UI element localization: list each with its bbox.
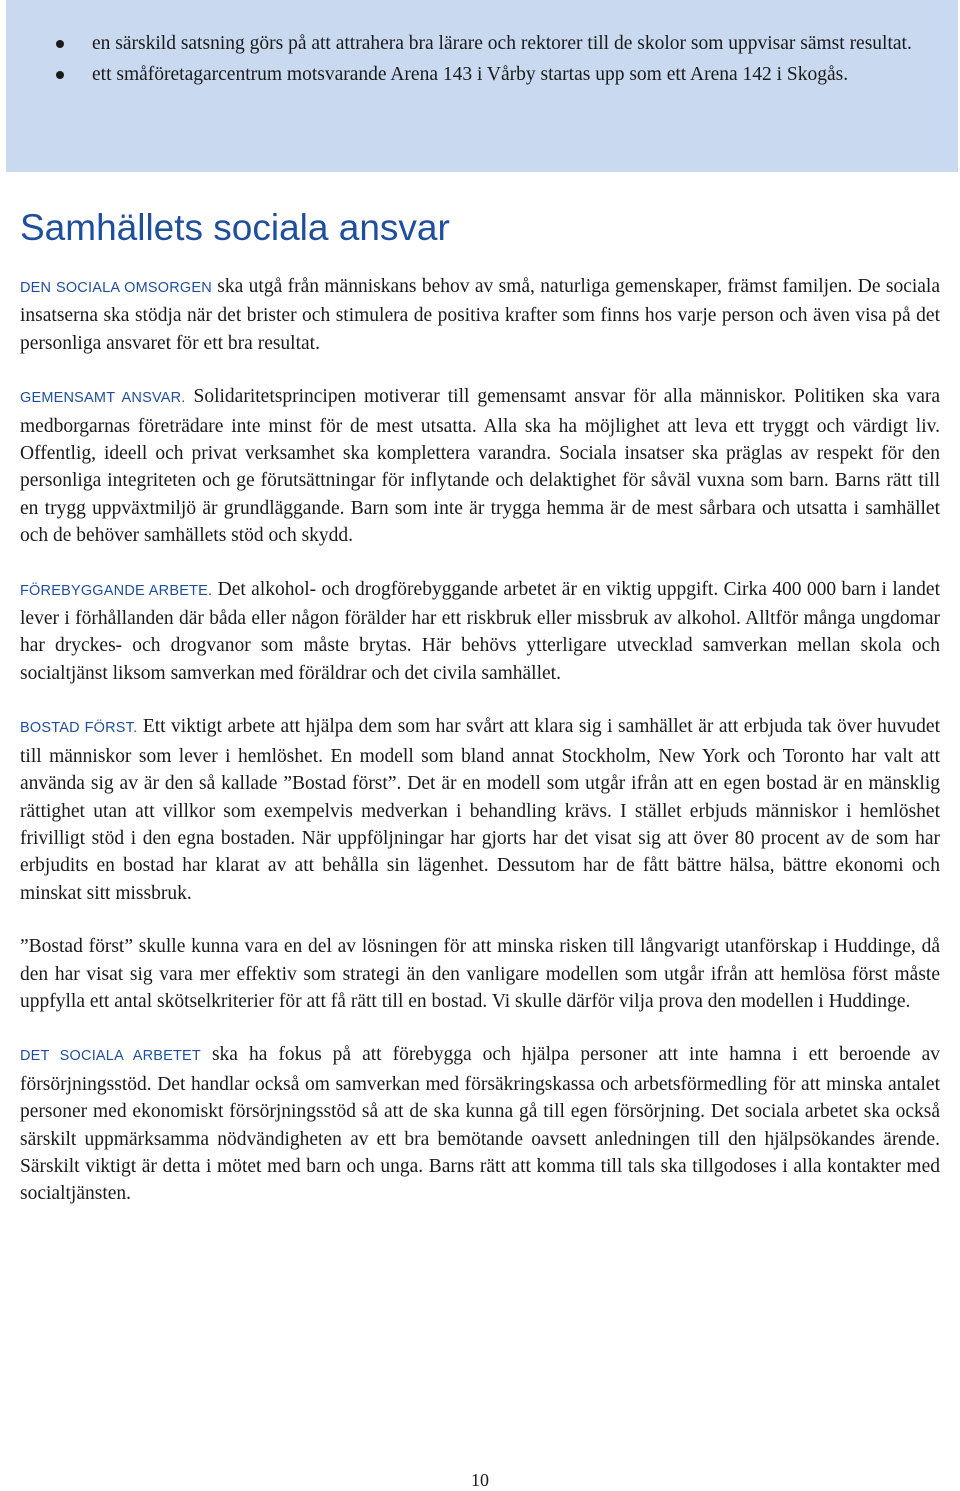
page-number: 10	[471, 1470, 489, 1490]
bullet-list	[6, 0, 958, 88]
paragraph-social-work	[20, 1041, 940, 1207]
bullet-icon	[56, 40, 64, 48]
paragraph-text: Solidaritetsprincipen motiverar till gemensamt ansvar för alla människor. Politiken ska vara medborgarnas företrädare inte minst för de mest utsatta. Alla ska ha möjlighet att leva ett tryggt och värdigt liv. Offentlig, ideell och privat verksamhet ska komplettera varandra. Sociala insatser ska präglas av respekt för den personliga integriteten och ge förutsättningar för inflytande och delaktighet för såväl vuxna som barn. Barns rätt till en trygg uppväxtmiljö är grundläggande. Barn som inte är trygga hemma är de mest sårbara och utsatta i samhället och de behöver samhällets stöd och skydd.	[20, 386, 940, 547]
paragraph-lead: BOSTAD FÖRST.	[20, 720, 138, 737]
paragraph-text: Det alkohol- och drogförebyggande arbetet är en viktig uppgift. Cirka 400 000 barn i landet lever i förhållanden där båda eller någon förälder har ett riskbruk eller missbruk av alkohol. Alltför många ungdomar har dryckes- och drogvanor som måste brytas. Här behövs ytterligare utvecklad samverkan mellan skola och socialtjänst liksom samverkan med föräldrar och det civila samhället.	[20, 578, 940, 684]
paragraph-lead: GEMENSAMT ANSVAR.	[20, 390, 186, 407]
list-item	[6, 30, 942, 57]
paragraph-social-care	[20, 273, 940, 357]
main-content	[20, 205, 940, 1234]
list-item	[6, 61, 942, 88]
paragraph-housing-first-huddinge	[20, 933, 940, 1015]
bullet-icon	[56, 71, 64, 79]
paragraph-text: ska utgå från människans behov av små, naturliga gemenskaper, främst familjen. De sociala insatserna ska stödja när det brister och stimulera de positiva krafter som finns hos varje person och även visa på det personliga ansvaret för ett bra resultat.	[20, 276, 940, 354]
paragraph-lead: DET SOCIALA ARBETET	[20, 1048, 201, 1065]
paragraph-prevention	[20, 576, 940, 688]
list-item-text: en särskild satsning görs på att attrahera bra lärare och rektorer till de skolor som uppvisar sämst resultat.	[92, 33, 912, 54]
paragraph-text: ska ha fokus på att förebygga och hjälpa personer att inte hamna i ett beroende av försörjningsstöd. Det handlar också om samverkan med försäkringskassa och arbetsförmedling för att minska antalet personer med ekonomiskt försörjningsstöd så att de ska kunna gå till egen försörjning. Det sociala arbetet ska också särskilt uppmärksamma nödvändigheten av ett bra bemötande oavsett anledningen till den hjälpsökandes ärende. Särskilt viktigt är detta i mötet med barn och unga. Barns rätt att komma till tals ska tillgodoses i alla kontakter med socialtjänsten.	[20, 1044, 940, 1205]
paragraph-lead: DEN SOCIALA OMSORGEN	[20, 280, 212, 296]
section-title: Samhällets sociala ansvar	[20, 207, 450, 248]
list-item-text: ett småföretagarcentrum motsvarande Arena 143 i Vårby startas upp som ett Arena 142 i Skogås.	[92, 64, 849, 85]
paragraph-lead: FÖREBYGGANDE ARBETE.	[20, 582, 213, 599]
paragraph-shared-responsibility	[20, 383, 940, 549]
paragraph-housing-first	[20, 713, 940, 907]
paragraph-text: Ett viktigt arbete att hjälpa dem som har svårt att klara sig i samhället är att erbjuda tak över huvudet till människor som lever i hemlöshet. En modell som bland annat Stockholm, New York och Toronto har valt att använda sig av är den så kallade ”Bostad först”. Det är en modell som utgår ifrån att en egen bostad är en mänsklig rättighet utan att villkor som exempelvis medverkan i behandling krävs. I stället erbjuds människor i hemlöshet frivilligt stöd i den egna bostaden. När uppföljningar har gjorts har det visat sig att över 80 procent av de som har erbjudits en bostad har klarat av att behålla sin lägenhet. Dessutom har de fått bättre hälsa, bättre ekonomi och minskat sitt missbruk.	[20, 716, 940, 904]
paragraph-text: ”Bostad först” skulle kunna vara en del av lösningen för att minska risken till långvarigt utanförskap i Huddinge, då den har visat sig vara mer effektiv som strategi än den vanligare modellen som utgår ifrån att hemlösa först måste uppfylla ett antal skötselkriterier för att få rätt till en bostad. Vi skulle därför vilja prova den modellen i Huddinge.	[20, 936, 940, 1012]
highlight-box	[6, 0, 958, 172]
